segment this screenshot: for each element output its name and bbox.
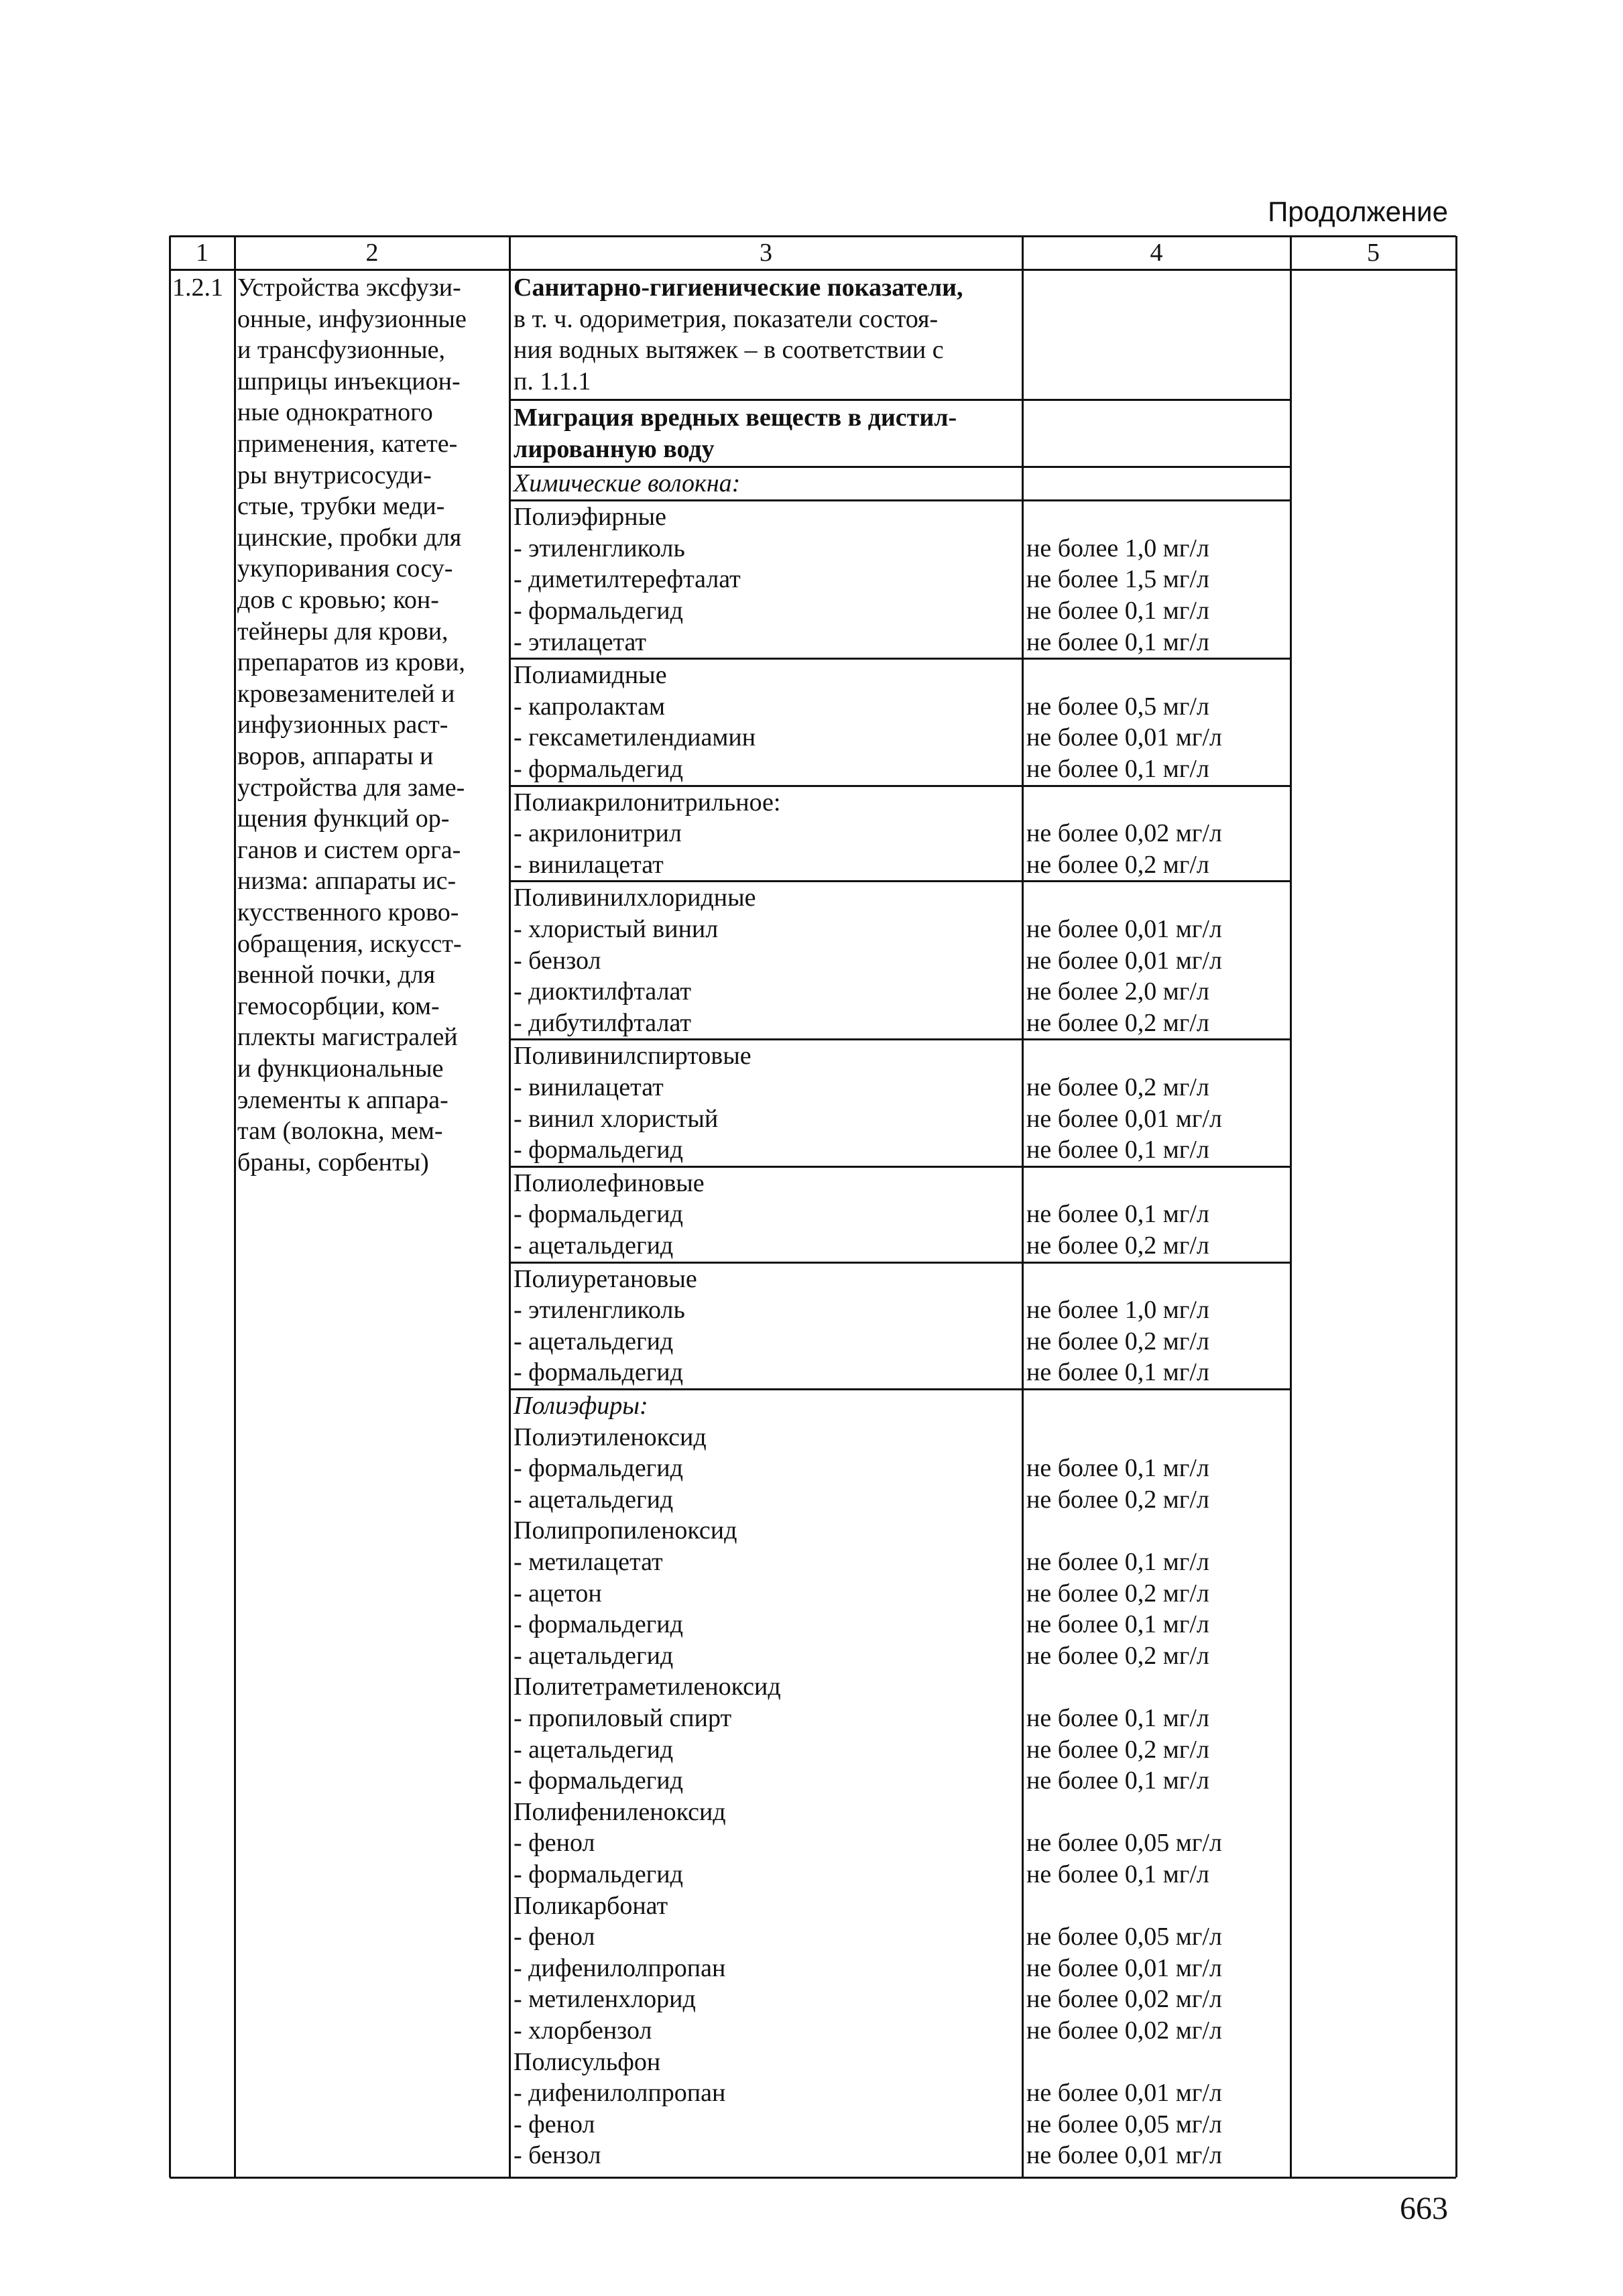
substance: - дифенилолпропан <box>514 2079 726 2108</box>
limit-value: не более 0,1 мг/л <box>1026 627 1209 656</box>
description-line: укупоривания сосу- <box>237 554 453 583</box>
material-name: Политетраметиленоксид <box>514 1673 781 1701</box>
limit-value: не более 0,02 мг/л <box>1026 1985 1222 2014</box>
sanitary-title: Санитарно-гигиенические показатели, <box>514 274 963 302</box>
substance: - формальдегид <box>514 1200 683 1229</box>
material-name: Поливинилхлоридные <box>514 884 756 912</box>
chemical-fibers-label: Химические волокна: <box>514 469 741 497</box>
limit-value: не более 0,01 мг/л <box>1026 1953 1222 1982</box>
substance: - формальдегид <box>514 1860 683 1888</box>
description-line: инфузионных раст- <box>237 711 448 739</box>
description-line: ры внутрисосуди- <box>237 461 432 489</box>
material-group-border <box>509 658 1290 660</box>
substance: - ацетальдегид <box>514 1327 674 1355</box>
limit-value: не более 0,1 мг/л <box>1026 1358 1209 1387</box>
substance: - пропиловый спирт <box>514 1704 732 1732</box>
column-border-3 <box>1022 236 1024 2177</box>
description-line: применения, катете- <box>237 430 458 458</box>
material-group-border <box>509 785 1290 787</box>
material-name: Полиэфирные <box>514 503 667 532</box>
substance: - ацетальдегид <box>514 1735 674 1764</box>
limit-value: не более 0,5 мг/л <box>1026 692 1209 721</box>
column-border-0 <box>169 236 171 2177</box>
limit-value: не более 0,2 мг/л <box>1026 1735 1209 1764</box>
limit-value: не более 0,1 мг/л <box>1026 1454 1209 1483</box>
limit-value: не более 0,1 мг/л <box>1026 1860 1209 1888</box>
substance: - хлористый винил <box>514 915 719 943</box>
column-border-2 <box>509 236 511 2177</box>
substance: - ацетальдегид <box>514 1485 674 1514</box>
limit-value: не более 0,01 мг/л <box>1026 946 1222 975</box>
material-name: Полиакрилонитрильное: <box>514 788 781 817</box>
description-line: кусственного крово- <box>237 898 459 926</box>
description-line: щения функций ор- <box>237 804 450 833</box>
description-line: плекты магистралей <box>237 1023 458 1052</box>
polyesters-label: Полиэфиры: <box>514 1392 648 1420</box>
limit-value: не более 0,01 мг/л <box>1026 2079 1222 2108</box>
substance: - винилацетат <box>514 850 664 879</box>
material-name: Полиуретановые <box>514 1264 697 1293</box>
limit-value: не более 0,1 мг/л <box>1026 1200 1209 1229</box>
description-line: и функциональные <box>237 1054 444 1083</box>
sanitary-line: ния водных вытяжек – в соответствии с <box>514 336 944 365</box>
substance: - формальдегид <box>514 1766 683 1795</box>
migration-line: Миграция вредных веществ в дистил- <box>514 404 957 432</box>
substance: - бензол <box>514 2141 601 2170</box>
limit-value: не более 0,2 мг/л <box>1026 1579 1209 1608</box>
substance: - диметилтерефталат <box>514 565 741 594</box>
limit-value: не более 0,1 мг/л <box>1026 755 1209 783</box>
material-name: Полисульфон <box>514 2047 661 2076</box>
sanitary-line: в т. ч. одориметрия, показатели состоя- <box>514 304 939 333</box>
description-line: тейнеры для крови, <box>237 617 448 646</box>
limit-value: не более 1,0 мг/л <box>1026 534 1209 562</box>
limit-value: не более 0,2 мг/л <box>1026 1008 1209 1037</box>
description-line: низма: аппараты ис- <box>237 867 457 896</box>
description-line: ные однократного <box>237 398 433 427</box>
limit-value: не более 0,2 мг/л <box>1026 1073 1209 1101</box>
description-line: браны, сорбенты) <box>237 1148 429 1176</box>
description-line: цинские, пробки для <box>237 523 462 552</box>
limit-value: не более 0,01 мг/л <box>1026 1104 1222 1133</box>
continuation-label: Продолжение <box>1268 196 1448 227</box>
limit-value: не более 0,02 мг/л <box>1026 2016 1222 2045</box>
material-name: Полиамидные <box>514 661 667 690</box>
row-code: 1.2.1 <box>172 274 223 302</box>
substance: - дифенилолпропан <box>514 1953 726 1982</box>
description-line: воров, аппараты и <box>237 742 434 770</box>
substance: - бензол <box>514 946 601 975</box>
limit-value: не более 2,0 мг/л <box>1026 977 1209 1006</box>
substance: - ацетон <box>514 1579 602 1608</box>
substance: - формальдегид <box>514 1610 683 1639</box>
limit-value: не более 0,2 мг/л <box>1026 1327 1209 1355</box>
material-name: Поликарбонат <box>514 1891 668 1920</box>
description-line: и трансфузионные, <box>237 336 446 365</box>
migration-line: лированную воду <box>514 435 715 463</box>
sanitary-line: п. 1.1.1 <box>514 367 591 396</box>
column-border-4 <box>1290 236 1292 2177</box>
substance: - формальдегид <box>514 755 683 783</box>
material-name: Полиолефиновые <box>514 1168 705 1197</box>
limit-value: не более 1,0 мг/л <box>1026 1296 1209 1325</box>
column-header-1: 1 <box>196 239 208 267</box>
substance: - формальдегид <box>514 1454 683 1483</box>
substance: - гексаметилендиамин <box>514 723 756 752</box>
description-line: шприцы инъекцион- <box>237 367 461 396</box>
substance: - метилацетат <box>514 1548 663 1576</box>
substance: - хлорбензол <box>514 2016 652 2045</box>
material-name: Полиэтиленоксид <box>514 1423 707 1451</box>
material-group-border <box>509 1038 1290 1040</box>
material-group-border <box>509 1388 1290 1390</box>
header-row-border <box>170 269 1456 271</box>
migration-cell-border <box>509 466 1290 468</box>
table-bottom-border <box>170 2177 1456 2179</box>
substance: - винилацетат <box>514 1073 664 1101</box>
fibers-label-border <box>509 499 1290 501</box>
substance: - фенол <box>514 2110 595 2138</box>
limit-value: не более 0,1 мг/л <box>1026 1766 1209 1795</box>
description-line: там (волокна, мем- <box>237 1117 443 1146</box>
substance: - акрилонитрил <box>514 819 682 848</box>
substance: - фенол <box>514 1923 595 1951</box>
description-line: онные, инфузионные <box>237 304 467 333</box>
column-border-5 <box>1455 236 1457 2177</box>
substance: - метиленхлорид <box>514 1985 696 2014</box>
description-line: обращения, искусст- <box>237 929 462 958</box>
limit-value: не более 0,1 мг/л <box>1026 1610 1209 1639</box>
description-line: дов с кровью; кон- <box>237 586 439 614</box>
substance: - этиленгликоль <box>514 1296 685 1325</box>
description-line: стые, трубки меди- <box>237 492 445 521</box>
substance: - формальдегид <box>514 597 683 625</box>
limit-value: не более 0,2 мг/л <box>1026 850 1209 879</box>
description-line: ганов и систем орга- <box>237 835 461 864</box>
substance: - ацетальдегид <box>514 1231 674 1260</box>
description-line: кровезаменителей и <box>237 679 455 708</box>
substance: - винил хлористый <box>514 1104 719 1133</box>
page-number: 663 <box>1400 2191 1448 2226</box>
limit-value: не более 0,1 мг/л <box>1026 1548 1209 1576</box>
material-name: Полипропиленоксид <box>514 1516 737 1545</box>
limit-value: не более 0,2 мг/л <box>1026 1485 1209 1514</box>
limit-value: не более 0,05 мг/л <box>1026 1829 1222 1858</box>
limit-value: не более 0,05 мг/л <box>1026 1923 1222 1951</box>
limit-value: не более 0,01 мг/л <box>1026 2141 1222 2170</box>
limit-value: не более 1,5 мг/л <box>1026 565 1209 594</box>
column-border-1 <box>234 236 236 2177</box>
limit-value: не более 0,2 мг/л <box>1026 1641 1209 1670</box>
description-line: гемосорбции, ком- <box>237 991 440 1020</box>
material-group-border <box>509 880 1290 882</box>
limit-value: не более 0,02 мг/л <box>1026 819 1222 848</box>
limit-value: не более 0,01 мг/л <box>1026 723 1222 752</box>
limit-value: не более 0,1 мг/л <box>1026 1704 1209 1732</box>
description-line: элементы к аппара- <box>237 1085 448 1114</box>
substance: - ацетальдегид <box>514 1641 674 1670</box>
substance: - этилацетат <box>514 627 646 656</box>
substance: - формальдегид <box>514 1136 683 1164</box>
sanitary-cell-border <box>509 399 1290 401</box>
material-name: Поливинилспиртовые <box>514 1042 752 1071</box>
column-header-4: 4 <box>1150 239 1163 267</box>
substance: - дибутилфталат <box>514 1008 691 1037</box>
substance: - этиленгликоль <box>514 534 685 562</box>
description-line: устройства для заме- <box>237 773 465 802</box>
material-group-border <box>509 1166 1290 1168</box>
description-line: препаратов из крови, <box>237 648 465 677</box>
limit-value: не более 0,1 мг/л <box>1026 597 1209 625</box>
column-header-2: 2 <box>365 239 379 267</box>
column-header-3: 3 <box>760 239 772 267</box>
limit-value: не более 0,2 мг/л <box>1026 1231 1209 1260</box>
substance: - фенол <box>514 1829 595 1858</box>
description-line: Устройства эксфузи- <box>237 274 461 302</box>
limit-value: не более 0,01 мг/л <box>1026 915 1222 943</box>
description-line: венной почки, для <box>237 961 436 989</box>
substance: - капролактам <box>514 692 666 721</box>
limit-value: не более 0,1 мг/л <box>1026 1136 1209 1164</box>
material-name: Полифениленоксид <box>514 1797 726 1826</box>
substance: - диоктилфталат <box>514 977 692 1006</box>
column-header-5: 5 <box>1367 239 1380 267</box>
limit-value: не более 0,05 мг/л <box>1026 2110 1222 2138</box>
material-group-border <box>509 1262 1290 1264</box>
substance: - формальдегид <box>514 1358 683 1387</box>
